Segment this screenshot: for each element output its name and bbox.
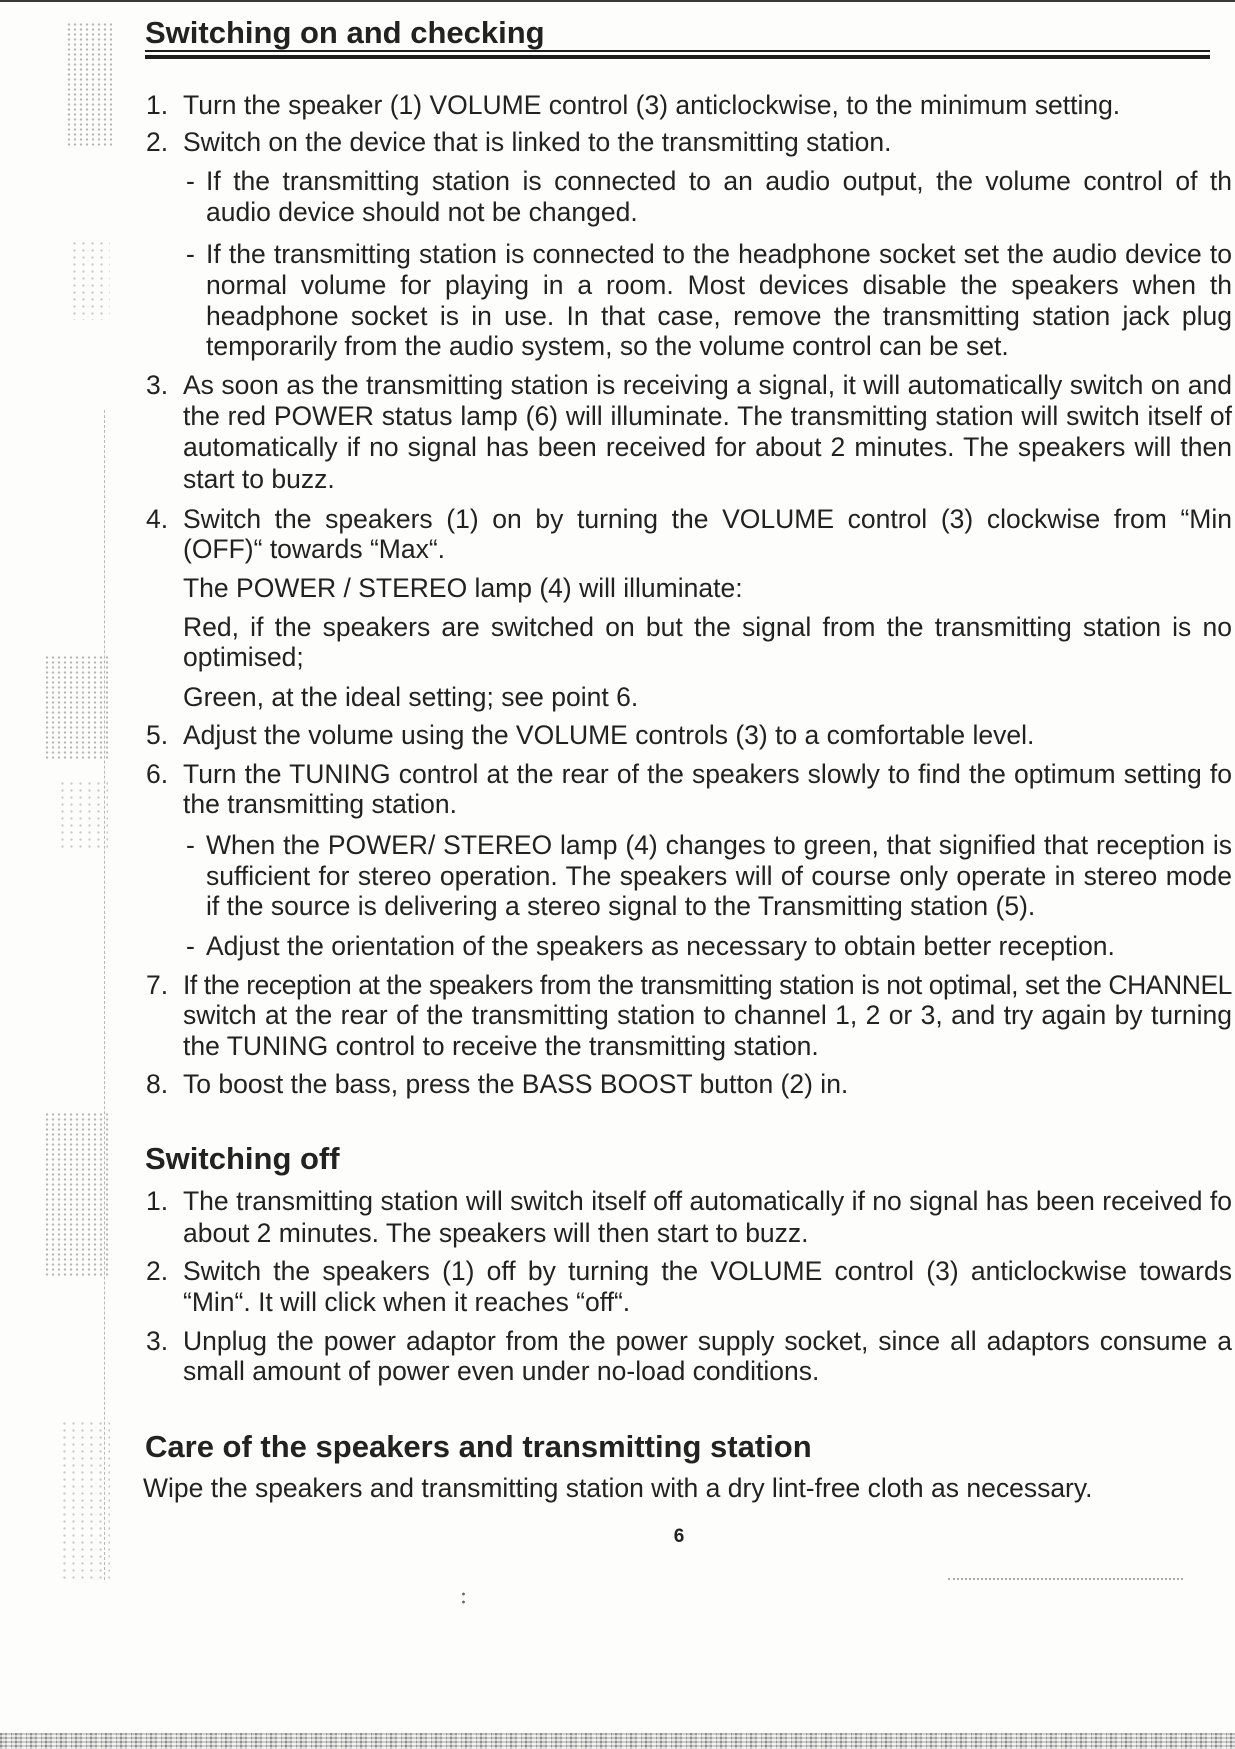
step-text-line: Unplug the power adaptor from the power supply socket, since all adaptors consume a xyxy=(183,1326,1232,1356)
sub-bullet-line: If the transmitting station is connected to an audio output, the volume control of th xyxy=(206,166,1232,196)
sub-bullet-dash: - xyxy=(186,166,195,196)
step-text-line: automatically if no signal has been received for about 2 minutes. The speakers will then xyxy=(183,432,1232,462)
step-text-line: the red POWER status lamp (6) will illuminate. The transmitting station will switch itself of xyxy=(183,401,1232,431)
sub-bullet-line: If the transmitting station is connected to the headphone socket set the audio device to xyxy=(206,239,1232,269)
step-text-line: Switch the speakers (1) on by turning the VOLUME control (3) clockwise from “Min xyxy=(183,504,1232,534)
step-text-line: Adjust the volume using the VOLUME controls (3) to a comfortable level. xyxy=(183,720,1035,750)
scan-speckle xyxy=(70,240,110,320)
sub-bullet-line: if the source is delivering a stereo signal to the Transmitting station (5). xyxy=(206,891,1036,921)
step-text-line: Switch the speakers (1) off by turning the VOLUME control (3) anticlockwise towards xyxy=(183,1256,1232,1286)
step-text-line: The transmitting station will switch itself off automatically if no signal has been received fo xyxy=(183,1186,1232,1216)
step-number: 2. xyxy=(146,1256,169,1286)
sub-bullet-dash: - xyxy=(186,239,195,269)
sub-bullet-line: When the POWER/ STEREO lamp (4) changes to green, that signified that reception is xyxy=(206,830,1232,860)
step-number: 1. xyxy=(146,1186,169,1216)
step-number: 3. xyxy=(146,1326,169,1356)
step-text-line: Turn the speaker (1) VOLUME control (3) anticlockwise, to the minimum setting. xyxy=(183,90,1121,120)
page-top-edge xyxy=(0,0,1235,2)
page-number: 6 xyxy=(673,1526,685,1547)
step-note-line: Green, at the ideal setting; see point 6. xyxy=(183,682,639,712)
step-text-line: “Min“. It will click when it reaches “off“. xyxy=(183,1287,631,1317)
scan-mark xyxy=(462,1592,465,1604)
step-text-line: To boost the bass, press the BASS BOOST button (2) in. xyxy=(183,1069,849,1099)
step-text-line: As soon as the transmitting station is receiving a signal, it will automatically switch on and xyxy=(183,370,1232,400)
scan-speckle xyxy=(66,22,112,147)
scan-margin-dots xyxy=(104,410,105,1580)
step-note-line: optimised; xyxy=(183,642,304,672)
step-text-line: the TUNING control to receive the transmitting station. xyxy=(183,1031,819,1061)
step-text-line: the transmitting station. xyxy=(183,789,457,819)
section-title: Switching on and checking xyxy=(145,15,545,50)
step-number: 3. xyxy=(146,370,169,400)
sub-bullet-line: Adjust the orientation of the speakers as necessary to obtain better reception. xyxy=(206,931,1115,961)
step-number: 7. xyxy=(146,970,169,1000)
sub-bullet-line: normal volume for playing in a room. Most devices disable the speakers when th xyxy=(206,270,1232,300)
sub-bullet-dash: - xyxy=(186,931,195,961)
sub-bullet-line: audio device should not be changed. xyxy=(206,197,638,227)
step-number: 2. xyxy=(146,127,169,157)
step-text-line: small amount of power even under no-load conditions. xyxy=(183,1356,820,1386)
scan-speckle xyxy=(58,780,108,850)
step-number: 6. xyxy=(146,759,169,789)
heading-rule-thin xyxy=(145,50,1210,52)
step-text-line: If the reception at the speakers from the transmitting station is not optimal, set the CHANNEL xyxy=(183,970,1232,1000)
step-number: 5. xyxy=(146,720,169,750)
section-title: Care of the speakers and transmitting station xyxy=(145,1429,812,1464)
step-text-line: about 2 minutes. The speakers will then start to buzz. xyxy=(183,1218,809,1248)
step-note-line: The POWER / STEREO lamp (4) will illuminate: xyxy=(183,573,743,603)
step-text-line: Turn the TUNING control at the rear of the speakers slowly to find the optimum setting fo xyxy=(183,759,1232,789)
scan-bottom-band xyxy=(0,1733,1235,1749)
care-paragraph: Wipe the speakers and transmitting station with a dry lint-free cloth as necessary. xyxy=(143,1473,1093,1503)
section-title: Switching off xyxy=(145,1141,340,1176)
step-text-line: switch at the rear of the transmitting station to channel 1, 2 or 3, and try again by turning xyxy=(183,1000,1232,1030)
sub-bullet-dash: - xyxy=(186,830,195,860)
step-text-line: Switch on the device that is linked to the transmitting station. xyxy=(183,127,892,157)
step-number: 1. xyxy=(146,90,169,120)
scan-speckle xyxy=(44,1112,112,1277)
step-text-line: (OFF)“ towards “Max“. xyxy=(183,534,446,564)
scan-speckle xyxy=(60,1420,110,1580)
heading-rule-thick xyxy=(145,55,1210,59)
step-number: 4. xyxy=(146,504,169,534)
step-text-line: start to buzz. xyxy=(183,464,335,494)
sub-bullet-line: temporarily from the audio system, so the volume control can be set. xyxy=(206,331,1009,361)
step-note-line: Red, if the speakers are switched on but the signal from the transmitting station is no xyxy=(183,612,1232,642)
sub-bullet-line: headphone socket is in use. In that case, remove the transmitting station jack plug xyxy=(206,301,1232,331)
scan-speckle xyxy=(44,655,112,760)
scan-dots xyxy=(948,1578,1183,1580)
sub-bullet-line: sufficient for stereo operation. The speakers will of course only operate in stereo mode xyxy=(206,861,1232,891)
step-number: 8. xyxy=(146,1069,169,1099)
